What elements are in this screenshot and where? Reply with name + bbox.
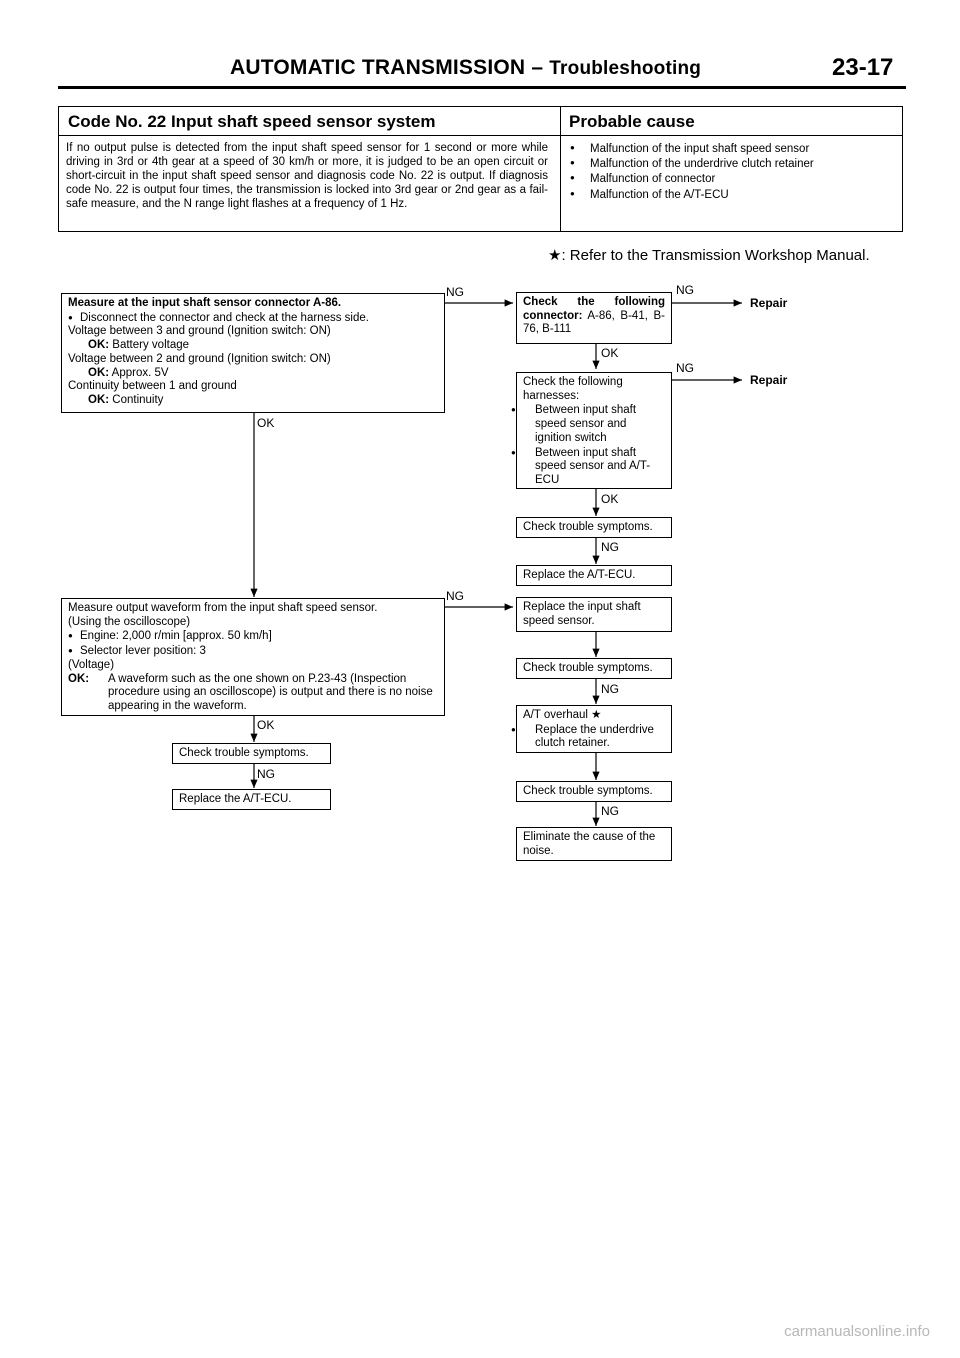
check-symptoms-box: Check trouble symptoms. (516, 517, 672, 538)
ng-label: NG (446, 285, 464, 299)
check-harness-box: Check the following harnesses: ● Between input shaft speed sensor and ignition switch ● Between input shaft speed sensor and A/T-ECU (516, 372, 672, 489)
watermark: carmanualsonline.info (784, 1323, 930, 1340)
ok-label: OK (601, 346, 619, 360)
repair-label: Repair (750, 373, 788, 387)
check-symptoms-box: Check trouble symptoms. (172, 743, 331, 764)
ng-label: NG (601, 682, 619, 696)
check-symptoms-box: Check trouble symptoms. (516, 781, 672, 802)
cause-item: ● Malfunction of the underdrive clutch retainer (570, 156, 900, 171)
repair-label: Repair (750, 296, 788, 310)
measure-waveform-box: Measure output waveform from the input shaft speed sensor. (Using the oscilloscope) ● Engine: 2,000 r/min [approx. 50 km/h] ● Selector lever position: 3 (Voltage) OK: A waveform such as the one shown on P.23-43 (Inspection procedure using an oscilloscope) is output and there is no noise appearing in the waveform. (61, 598, 445, 716)
cause-item: ● Malfunction of the input shaft speed sensor (570, 141, 900, 156)
page-number: 23-17 (832, 54, 894, 81)
ng-label: NG (601, 804, 619, 818)
ng-label: NG (676, 361, 694, 375)
code-description: If no output pulse is detected from the input shaft speed sensor for 1 second or more while driving in 3rd or 4th gear at a speed of 30 km/h or more, it is judged to be an open circuit or short-circuit in the input shaft speed sensor and diagnosis code No. 22 is output. If diagnosis code No. 22 is output four times, the transmission is locked into 3rd gear or 2nd gear as a fail-safe measure, and the N range light flashes at a frequency of 1 Hz. (66, 142, 548, 210)
at-overhaul-box: A/T overhaul ★ ● Replace the underdrive clutch retainer. (516, 705, 672, 753)
ng-label: NG (257, 767, 275, 781)
cause-item: ● Malfunction of connector (570, 171, 900, 186)
cause-item: ● Malfunction of the A/T-ECU (570, 187, 900, 202)
ok-label: OK (257, 416, 275, 430)
replace-ecu-box: Replace the A/T-ECU. (172, 789, 331, 810)
ng-label: NG (601, 540, 619, 554)
ng-label: NG (676, 283, 694, 297)
replace-sensor-box: Replace the input shaft speed sensor. (516, 597, 672, 632)
measure-connector-box: Measure at the input shaft sensor connector A-86. ● Disconnect the connector and check at the harness side. Voltage between 3 and ground (Ignition switch: ON) OK: Battery voltage Voltage between 2 and ground (Ignition switch: ON) OK: Approx. 5V Continuity between 1 and ground OK: Continuity (61, 293, 445, 413)
ok-label: OK (257, 718, 275, 732)
cause-heading: Probable cause (569, 112, 695, 131)
section-subtitle: Troubleshooting (549, 58, 702, 79)
ok-label: OK (601, 492, 619, 506)
replace-ecu-box: Replace the A/T-ECU. (516, 565, 672, 586)
reference-note: ★: Refer to the Transmission Workshop Manual. (548, 247, 870, 264)
eliminate-noise-box: Eliminate the cause of the noise. (516, 827, 672, 861)
ng-label: NG (446, 589, 464, 603)
check-symptoms-box: Check trouble symptoms. (516, 658, 672, 679)
section-title: AUTOMATIC TRANSMISSION – Troubleshooting (230, 56, 702, 79)
code-heading: Code No. 22 Input shaft speed sensor system (68, 112, 436, 131)
check-connector-box: Check the following connector: A-86, B-41, B-76, B-111 (516, 292, 672, 344)
